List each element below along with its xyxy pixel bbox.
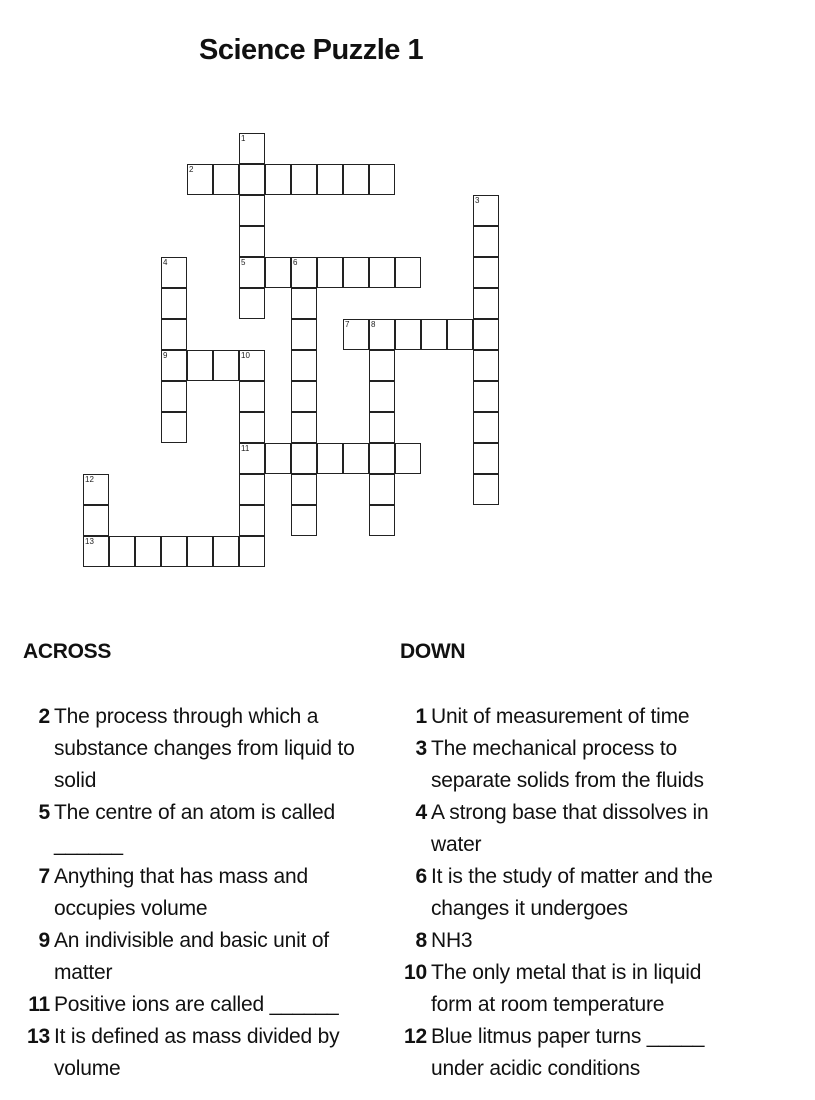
clue-text: It is the study of matter and the changes it undergoes [431,865,713,920]
crossword-cell[interactable] [291,381,317,412]
crossword-cell[interactable] [291,443,317,474]
cell-number: 6 [293,258,298,267]
crossword-cell[interactable] [213,164,239,195]
crossword-cell[interactable] [83,505,109,536]
crossword-cell[interactable] [109,536,135,567]
clue-number: 10 [404,961,427,984]
clue-text: The mechanical process to separate solids from the fluids [431,737,704,792]
crossword-cell[interactable] [291,505,317,536]
crossword-cell[interactable] [161,257,187,288]
crossword-cell[interactable] [369,474,395,505]
crossword-cell[interactable] [239,443,265,474]
down-heading: DOWN [400,640,466,663]
crossword-cell[interactable] [291,474,317,505]
down-clue [399,925,739,957]
crossword-cell[interactable] [473,288,499,319]
clue-number: 13 [27,1025,50,1048]
crossword-cell[interactable] [369,319,395,350]
crossword-cell[interactable] [239,505,265,536]
crossword-cell[interactable] [369,164,395,195]
across-clue-list [22,701,382,1085]
crossword-cell[interactable] [421,319,447,350]
cell-number: 11 [241,444,250,453]
crossword-cell[interactable] [369,350,395,381]
cell-number: 2 [189,165,194,174]
crossword-cell[interactable] [473,195,499,226]
cell-number: 4 [163,258,168,267]
down-clue [399,701,739,733]
crossword-cell[interactable] [161,288,187,319]
cell-number: 9 [163,351,168,360]
crossword-cell[interactable] [343,443,369,474]
crossword-cell[interactable] [369,505,395,536]
down-clue [399,861,739,925]
crossword-cell[interactable] [473,474,499,505]
crossword-cell[interactable] [135,536,161,567]
crossword-cell[interactable] [291,350,317,381]
crossword-cell[interactable] [291,257,317,288]
down-clue [399,1021,739,1085]
clue-text: Unit of measurement of time [431,705,690,728]
crossword-cell[interactable] [239,164,265,195]
across-heading: ACROSS [23,640,112,663]
crossword-cell[interactable] [161,412,187,443]
clue-number: 7 [38,865,50,888]
across-clue [22,861,382,925]
crossword-cell[interactable] [369,412,395,443]
clue-text: Positive ions are called ______ [54,993,339,1016]
clue-text: The only metal that is in liquid form at room temperature [431,961,702,1016]
crossword-cell[interactable] [291,164,317,195]
cell-number: 13 [85,537,94,546]
crossword-cell[interactable] [187,350,213,381]
crossword-cell[interactable] [317,164,343,195]
crossword-cell[interactable] [369,381,395,412]
crossword-cell[interactable] [83,474,109,505]
clue-text: NH3 [431,929,473,952]
crossword-cell[interactable] [473,350,499,381]
crossword-cell[interactable] [187,164,213,195]
clue-text: It is defined as mass divided by volume [54,1025,340,1080]
crossword-cell[interactable] [161,350,187,381]
crossword-cell[interactable] [239,381,265,412]
crossword-cell[interactable] [239,536,265,567]
crossword-cell[interactable] [473,381,499,412]
across-clue [22,1021,382,1085]
clue-number: 5 [38,801,50,824]
clue-number: 3 [415,737,427,760]
crossword-cell[interactable] [239,257,265,288]
clue-text: An indivisible and basic unit of matter [54,929,329,984]
crossword-cell[interactable] [343,164,369,195]
puzzle-title: Science Puzzle 1 [199,34,424,66]
crossword-cell[interactable] [395,319,421,350]
crossword-cell[interactable] [291,412,317,443]
clue-text: The centre of an atom is called ______ [54,801,335,856]
crossword-cell[interactable] [369,443,395,474]
clue-number: 9 [38,929,50,952]
cell-number: 5 [241,258,246,267]
crossword-cell[interactable] [395,443,421,474]
crossword-cell[interactable] [239,195,265,226]
crossword-cell[interactable] [161,536,187,567]
cell-number: 8 [371,320,376,329]
clue-text: Blue litmus paper turns _____ under acidic conditions [431,1025,705,1080]
cell-number: 3 [475,196,480,205]
crossword-cell[interactable] [239,474,265,505]
crossword-cell[interactable] [317,257,343,288]
crossword-cell[interactable] [343,319,369,350]
across-clue [22,989,382,1021]
clue-number: 4 [415,801,427,824]
crossword-cell[interactable] [265,443,291,474]
crossword-cell[interactable] [291,319,317,350]
crossword-cell[interactable] [473,443,499,474]
crossword-cell[interactable] [473,412,499,443]
cell-number: 12 [85,475,94,484]
clue-number: 2 [38,705,50,728]
crossword-cell[interactable] [239,288,265,319]
crossword-cell[interactable] [473,257,499,288]
down-clue [399,733,739,797]
down-clue [399,797,739,861]
crossword-cell[interactable] [317,443,343,474]
across-clue [22,701,382,797]
across-clue [22,925,382,989]
crossword-cell[interactable] [291,288,317,319]
crossword-cell[interactable] [239,133,265,164]
cell-number: 10 [241,351,250,360]
crossword-cell[interactable] [369,257,395,288]
crossword-cell[interactable] [447,319,473,350]
clue-number: 6 [415,865,427,888]
crossword-cell[interactable] [213,536,239,567]
crossword-cell[interactable] [343,257,369,288]
down-clue [399,957,739,1021]
down-clue-list [399,701,739,1085]
clue-text: Anything that has mass and occupies volume [54,865,308,920]
clue-text: The process through which a substance changes from liquid to solid [54,705,355,792]
crossword-cell[interactable] [187,536,213,567]
cell-number: 1 [241,134,246,143]
crossword-cell[interactable] [213,350,239,381]
crossword-cell[interactable] [239,350,265,381]
crossword-cell[interactable] [473,226,499,257]
crossword-cell[interactable] [395,257,421,288]
crossword-cell[interactable] [239,226,265,257]
crossword-cell[interactable] [265,257,291,288]
across-clue [22,797,382,861]
crossword-cell[interactable] [239,412,265,443]
clue-text: A strong base that dissolves in water [431,801,709,856]
clue-number: 12 [404,1025,427,1048]
crossword-cell[interactable] [161,381,187,412]
crossword-cell[interactable] [473,319,499,350]
clue-number: 11 [28,993,50,1016]
crossword-cell[interactable] [83,536,109,567]
cell-number: 7 [345,320,350,329]
crossword-cell[interactable] [161,319,187,350]
clue-number: 8 [415,929,427,952]
clue-number: 1 [415,705,427,728]
crossword-cell[interactable] [265,164,291,195]
